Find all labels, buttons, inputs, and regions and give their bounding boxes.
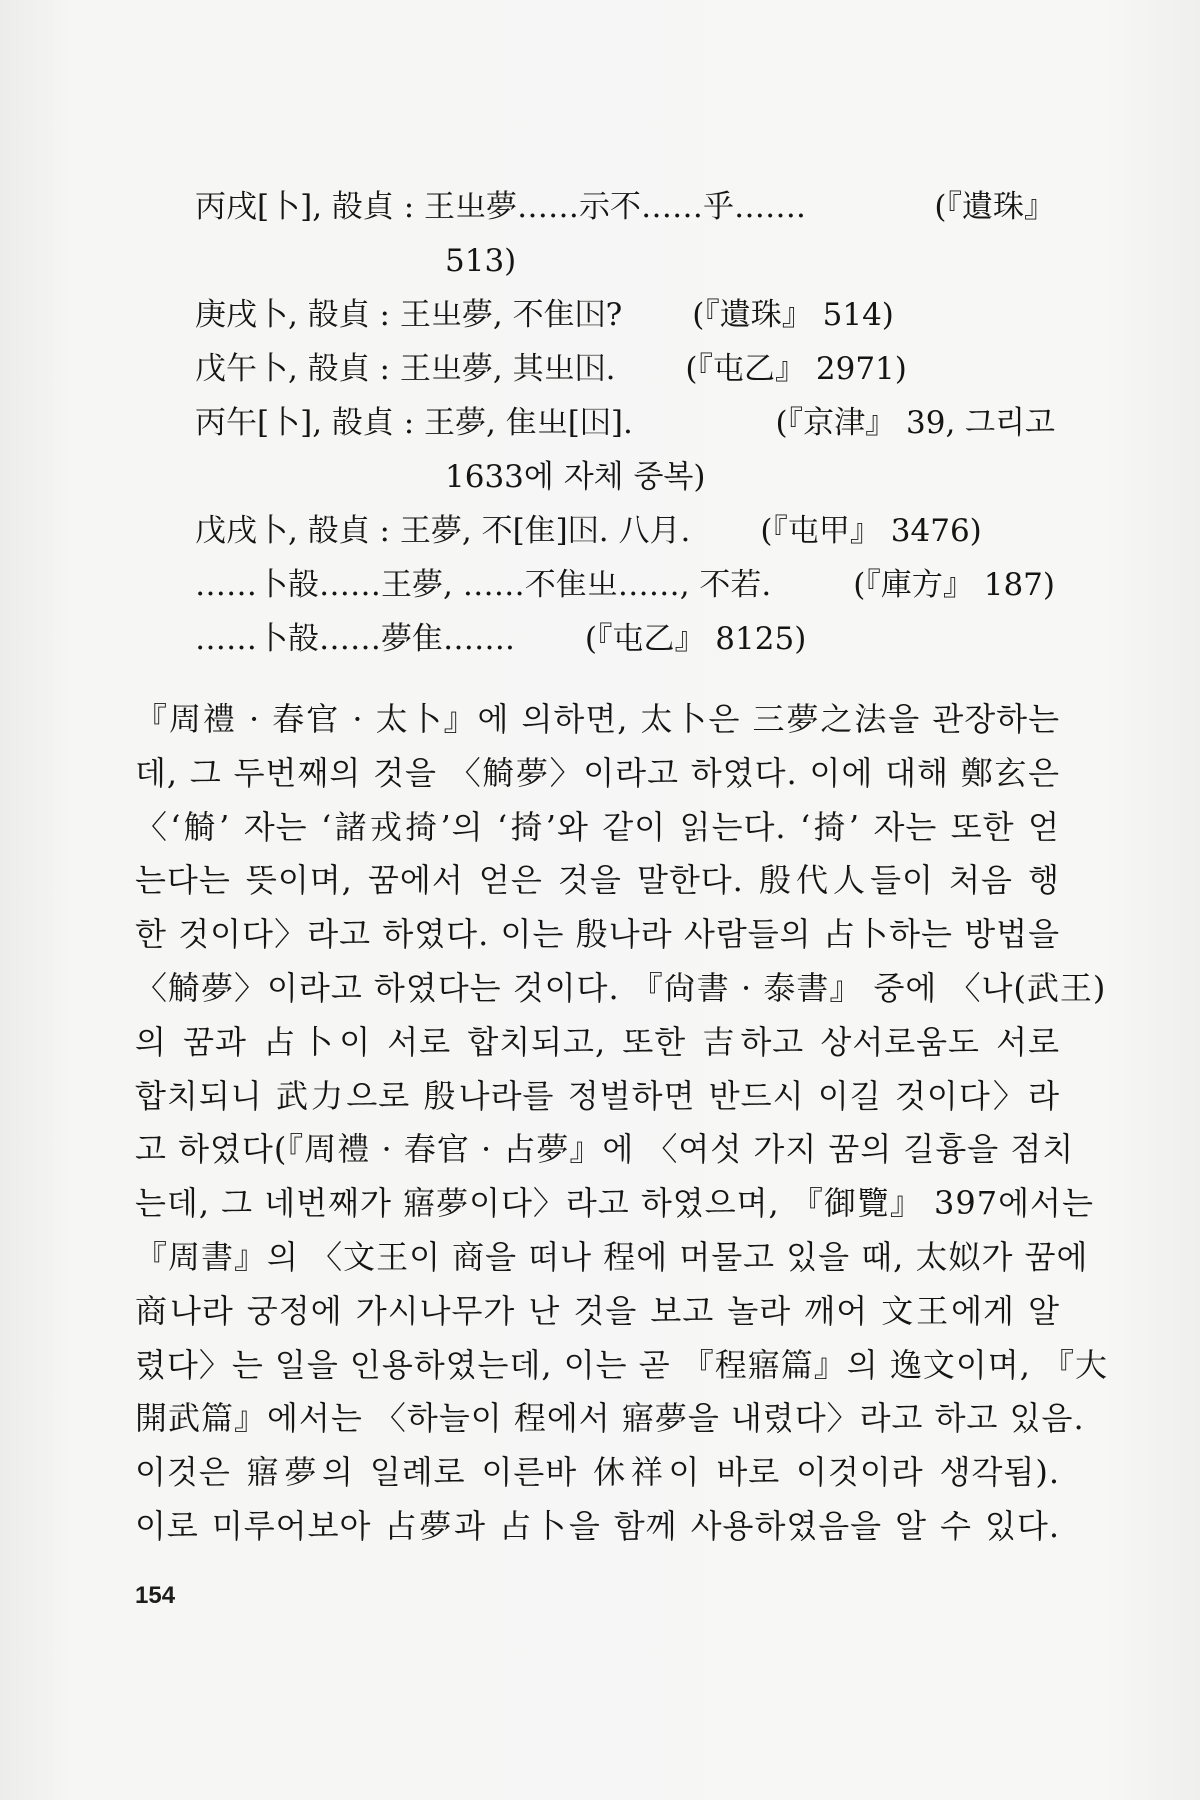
paragraph-line: 商나라 궁정에 가시나무가 난 것을 보고 놀라 깨어 文王에게 알 [135,1291,1060,1330]
paragraph-line: 합치되니 武力으로 殷나라를 정벌하면 반드시 이길 것이다〉라 [135,1076,1060,1115]
inscription-text: ……卜㱿……夢隹……. [195,621,515,657]
inscription-source: (『屯乙』 8125) [584,621,807,657]
paragraph-line: 이것은 寤夢의 일례로 이른바 休祥이 바로 이것이라 생각됨). [135,1453,1060,1492]
oracle-inscription-citations [195,180,1055,666]
page-number: 154 [135,1582,176,1609]
inscription-source: (『屯乙』 2971) [685,351,907,387]
citation-line [195,504,1055,558]
paragraph-line: 데, 그 두번째의 것을 〈觭夢〉이라고 하였다. 이에 대해 鄭玄은 [135,753,1060,792]
paragraph-line: 고 하였다(『周禮 · 春官 · 占夢』에 〈여섯 가지 꿈의 길흉을 점치 [135,1130,1075,1169]
inscription-text: 戊午卜, 㱿貞 : 王㞢夢, 其㞢𡆥. [195,351,616,387]
citation-line [195,342,1055,396]
paragraph-line: 『周書』의 〈文王이 商을 떠나 程에 머물고 있을 때, 太姒가 꿈에 [135,1237,1089,1276]
paragraph-line: 開武篇』에서는 〈하늘이 程에서 寤夢을 내렸다〉라고 하고 있음. [135,1399,1085,1438]
citation-continuation [195,234,1055,288]
citation-line [195,396,1055,450]
paragraph-line: 는다는 뜻이며, 꿈에서 얻은 것을 말한다. 殷代人들이 처음 행 [135,861,1060,900]
paragraph-line: 〈觭夢〉이라고 하였다는 것이다. 『尙書 · 泰書』 중에 〈나(武王) [135,968,1107,1007]
citation-line [195,180,1055,234]
inscription-source: (『庫方』 187) [853,567,1055,603]
citation-line [195,558,1055,612]
inscription-text: 庚戌卜, 㱿貞 : 王㞢夢, 不隹𡆥? [195,297,623,333]
body-paragraph [135,693,1109,1554]
paragraph-line: 이로 미루어보아 占夢과 占卜을 함께 사용하였음을 알 수 있다. [135,1506,1060,1545]
citation-line [195,288,1055,342]
inscription-text: 丙戌[卜], 㱿貞 : 王㞢夢……示不……乎……. [195,189,806,225]
inscription-text: ……卜㱿……王夢, ……不隹㞢……, 不若. [195,567,772,603]
inscription-text: 513) [445,243,517,279]
paragraph-line: 〈‘觭’ 자는 ‘諸戎掎’의 ‘掎’와 같이 읽는다. ‘掎’ 자는 또한 얻 [135,807,1060,846]
citation-continuation [195,450,1055,504]
paragraph-line: 는데, 그 네번째가 寤夢이다〉라고 하였으며, 『御覽』 397에서는 [135,1184,1094,1223]
inscription-source: (『遺珠』 514) [692,297,894,333]
paragraph-line: 『周禮 · 春官 · 太卜』에 의하면, 太卜은 三夢之法을 관장하는 [135,700,1060,738]
paragraph-line: 의 꿈과 占卜이 서로 합치되고, 또한 吉하고 상서로움도 서로 [135,1022,1060,1061]
inscription-source: (『京津』 39, 그리고 [775,405,1055,441]
paragraph-line: 렸다〉는 일을 인용하였는데, 이는 곧 『程寤篇』의 逸文이며, 『大 [135,1345,1109,1384]
inscription-text: 丙午[卜], 㱿貞 : 王夢, 隹㞢[𡆥]. [195,405,633,441]
citation-line [195,612,1055,666]
inscription-source: (『屯甲』 3476) [760,513,982,549]
inscription-source: (『遺珠』 [934,189,1055,225]
inscription-text: 1633에 자체 중복) [445,459,706,495]
paragraph-line: 한 것이다〉라고 하였다. 이는 殷나라 사람들의 占卜하는 방법을 [135,915,1060,954]
inscription-text: 戊戌卜, 㱿貞 : 王夢, 不[隹]𡆥. 八月. [195,513,691,549]
